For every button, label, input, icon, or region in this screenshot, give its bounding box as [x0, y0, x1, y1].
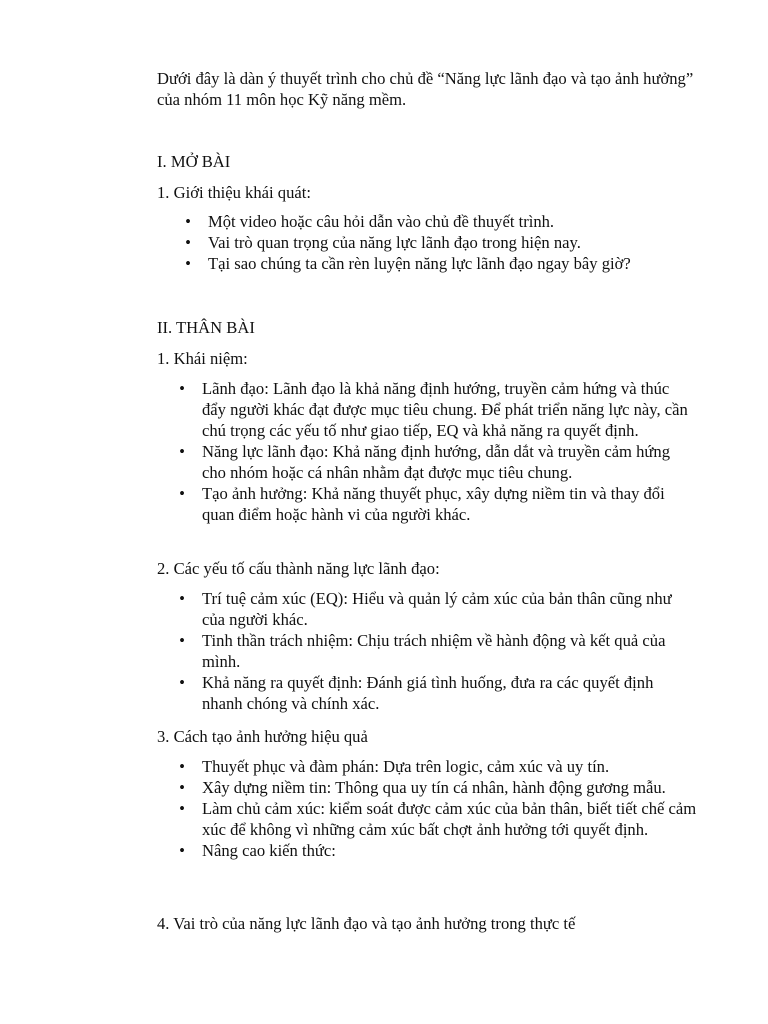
bullet-icon: • — [179, 631, 185, 650]
list-item — [179, 777, 697, 798]
list-item — [185, 253, 688, 274]
list-item — [179, 441, 697, 483]
bullet-list-gioi-thieu — [185, 211, 688, 274]
bullet-icon: • — [185, 212, 191, 231]
bullet-icon: • — [185, 233, 191, 252]
bullet-icon: • — [179, 757, 185, 776]
list-item — [179, 672, 697, 714]
bullet-icon: • — [179, 442, 185, 461]
subheading-tao-anh-huong: 3. Cách tạo ảnh hưởng hiệu quả — [157, 727, 368, 746]
list-item-text: Tinh thần trách nhiệm: Chịu trách nhiệm về hành động và kết quả của mình. — [202, 631, 666, 671]
list-item — [179, 840, 697, 861]
list-item-text: Trí tuệ cảm xúc (EQ): Hiểu và quản lý cảm xúc của bản thân cũng như của người khác. — [202, 589, 672, 629]
bullet-icon: • — [179, 841, 185, 860]
list-item — [179, 756, 697, 777]
list-item — [179, 798, 697, 840]
bullet-icon: • — [179, 484, 185, 503]
section-heading-mo-bai: I. MỞ BÀI — [157, 152, 231, 171]
list-item-text: Xây dựng niềm tin: Thông qua uy tín cá nhân, hành động gương mẫu. — [202, 778, 666, 797]
subheading-khai-niem: 1. Khái niệm: — [157, 349, 248, 368]
list-item-text: Khả năng ra quyết định: Đánh giá tình huống, đưa ra các quyết định nhanh chóng và chính xác. — [202, 673, 654, 713]
bullet-icon: • — [179, 673, 185, 692]
list-item — [185, 211, 688, 232]
list-item-text: Vai trò quan trọng của năng lực lãnh đạo trong hiện nay. — [208, 233, 581, 252]
list-item — [185, 232, 688, 253]
bullet-icon: • — [179, 379, 185, 398]
bullet-icon: • — [185, 254, 191, 273]
bullet-list-tao-anh-huong — [179, 756, 697, 861]
list-item-text: Làm chủ cảm xúc: kiểm soát được cảm xúc của bản thân, biết tiết chế cảm xúc để không vì những cảm xúc bất chợt ảnh hưởng tới quyết định. — [202, 799, 697, 839]
list-item-text: Một video hoặc câu hỏi dẫn vào chủ đề thuyết trình. — [208, 212, 555, 231]
bullet-list-khai-niem — [179, 378, 697, 525]
list-item — [179, 630, 697, 672]
list-item-text: Tại sao chúng ta cần rèn luyện năng lực lãnh đạo ngay bây giờ? — [208, 254, 631, 273]
list-item — [179, 483, 697, 525]
section-heading-than-bai: II. THÂN BÀI — [157, 318, 255, 337]
list-item-text: Nâng cao kiến thức: — [202, 841, 336, 860]
bullet-list-yeu-to — [179, 588, 697, 714]
bullet-icon: • — [179, 589, 185, 608]
list-item-text: Tạo ảnh hưởng: Khả năng thuyết phục, xây dựng niềm tin và thay đổi quan điểm hoặc hành vi của người khác. — [202, 484, 665, 524]
subheading-gioi-thieu: 1. Giới thiệu khái quát: — [157, 183, 311, 202]
list-item — [179, 588, 697, 630]
bullet-icon: • — [179, 799, 185, 818]
subheading-yeu-to: 2. Các yếu tố cấu thành năng lực lãnh đạo: — [157, 559, 440, 578]
bullet-icon: • — [179, 778, 185, 797]
list-item-text: Thuyết phục và đàm phán: Dựa trên logic, cảm xúc và uy tín. — [202, 757, 610, 776]
intro-paragraph: Dưới đây là dàn ý thuyết trình cho chủ đề “Năng lực lãnh đạo và tạo ảnh hưởng” của nhóm 11 môn học Kỹ năng mềm. — [157, 69, 694, 109]
list-item-text: Lãnh đạo: Lãnh đạo là khả năng định hướng, truyền cảm hứng và thúc đẩy người khác đạt được mục tiêu chung. Để phát triển năng lực này, cần chú trọng các yếu tố như giao tiếp, EQ và khả năng ra quyết định. — [202, 379, 688, 440]
list-item — [179, 378, 697, 441]
subheading-vai-tro-thuc-te: 4. Vai trò của năng lực lãnh đạo và tạo ảnh hưởng trong thực tế — [157, 914, 576, 933]
list-item-text: Năng lực lãnh đạo: Khả năng định hướng, dẫn dắt và truyền cảm hứng cho nhóm hoặc cá nhân nhằm đạt được mục tiêu chung. — [202, 442, 670, 482]
